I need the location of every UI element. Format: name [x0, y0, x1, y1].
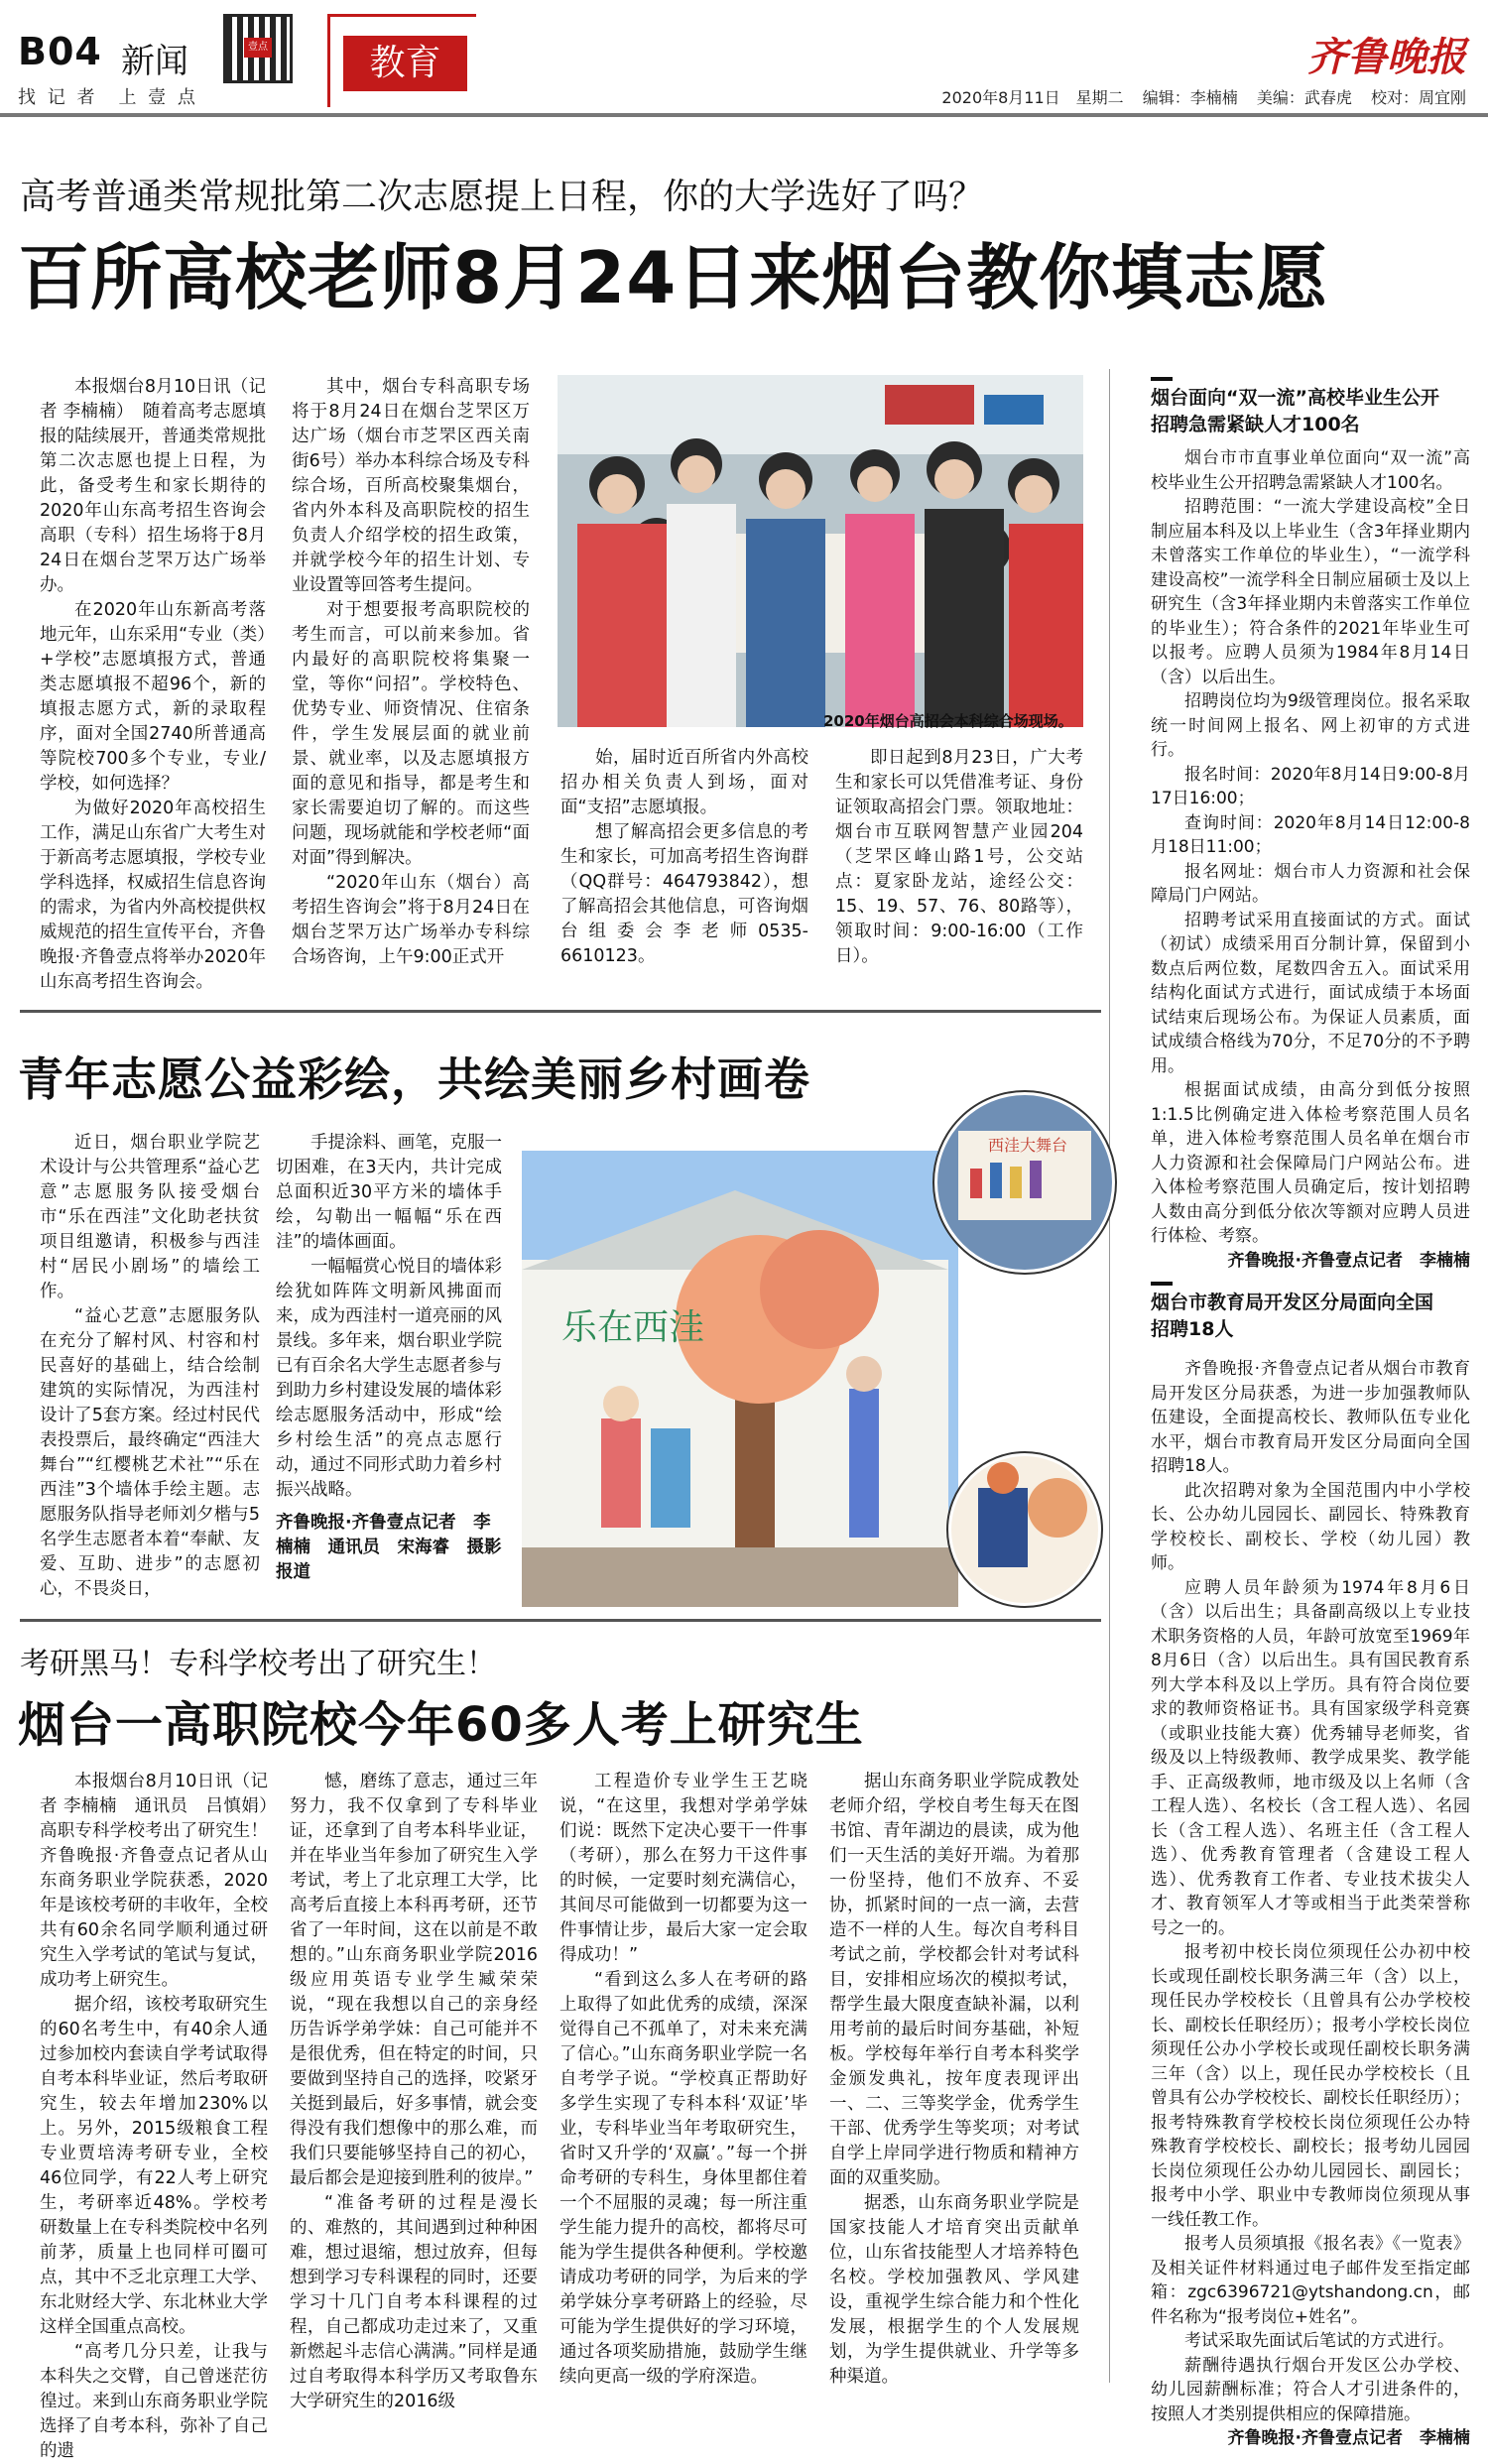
paragraph: 烟台市市直事业单位面向“双一流”高校毕业生公开招聘急需紧缺人才100名。: [1151, 448, 1470, 493]
mural-inset-text: 西洼大舞台: [988, 1136, 1068, 1155]
paragraph: 根据面试成绩，由高分到低分按照1:1.5比例确定进入体检考察范围人员名单，进入体检考察范围人员名单在烟台市人力资源和社会保障局门户网站公布。进入体检考察范围人员确定后，按计划招聘人数由高分到低分依次等额对应聘人员进行体检、考察。: [1151, 1080, 1470, 1246]
article2-col2: [276, 1131, 502, 1585]
editor: 编辑：李楠楠: [1142, 88, 1238, 107]
byline: 齐鲁晚报·齐鲁壹点记者 李楠楠: [1227, 1250, 1470, 1271]
mural-wall-text: 乐在西洼: [561, 1307, 705, 1348]
newspaper-logo: 齐鲁晚报: [1307, 34, 1466, 80]
paragraph: 薪酬待遇执行烟台开发区公办学校、幼儿园薪酬标准；符合人才引进条件的，按照人才类别提供相应的保障措施。: [1151, 2355, 1470, 2424]
qr-badge: 壹点: [244, 38, 272, 58]
art-editor: 美编：武春虎: [1256, 88, 1352, 107]
article1-col1: [40, 375, 266, 995]
paragraph: 即日起到8月23日，广大考生和家长可以凭借准考证、身份证领取高招会门票。领取地址：烟台市互联网智慧产业园204（芝罘区峰山路1号，公交站点：夏家卧龙站，途经公交：15、19、57、76、80路等），领取时间：9:00-16:00（工作日）。: [835, 748, 1083, 966]
paragraph: 报考初中校长岗位须现任公办初中校长或现任副校长职务满三年（含）以上，现任民办学校校长（且曾具有公办学校校长、副校长任职经历）；报考小学校长岗位须现任公办小学校长或现任副校长职务满三年（含）以上，现任民办学校校长（且曾具有公办学校校长、副校长任职经历）；报考特殊教育学校校长岗位须现任公办特殊教育学校校长、副校长；报考幼儿园园长岗位须现任公办幼儿园园长、副园长；报考中小学、职业中专教师岗位须现从事一线任教工作。: [1151, 1942, 1470, 2230]
sidebar-body-1: [1151, 446, 1470, 1273]
byline: 齐鲁晚报·齐鲁壹点记者 李楠楠: [1227, 2428, 1470, 2448]
paragraph: 本报烟台8月10日讯（记者 李楠楠） 随着高考志愿填报的陆续展开，普通类常规批第二次志愿也提上日程，为此，备受考生和家长期待的2020年山东高考招生咨询会高职（专科）招生场将于8月24日在烟台芝罘万达广场举办。: [40, 377, 266, 595]
paragraph: “准备考研的过程是漫长的、难熬的，其间遇到过种种困难，想过退缩，想过放弃，但每想到学习专科课程的同时，还要学习十几门自考本科课程的过程，自己都成功走过来了，又重新燃起斗志信心满满。”同样是通过自考取得本科学历又考取鲁东大学研究生的2016级: [290, 2193, 538, 2411]
paragraph: 报名时间：2020年8月14日9:00-8月17日16:00；: [1151, 764, 1470, 808]
paragraph: “2020年山东（烟台）高考招生咨询会”将于8月24日在烟台芝罘万达广场举办专科综合场咨询，上午9:00正式开: [292, 873, 530, 967]
mural-illustration: [522, 1091, 1107, 1607]
paragraph: 应聘人员年龄须为1974年8月6日（含）以后出生；具备副高级以上专业技术职务资格的人员，年龄可放宽至1969年8月6日（含）以后出生。具有国民教育系列大学本科及以上学历。具有符合岗位要求的教师资格证书。具有国家级学科竞赛（或职业技能大赛）优秀辅导老师奖，省级及以上特级教师、教学成果奖、教学能手、正高级教师，地市级及以上名师（含工程人选）、名校长（含工程人选）、名园长（含工程人选）、名班主任（含工程人选）、优秀教育管理者（含建设工程人选）、优秀教育工作者、专业技术拔尖人才、教育领军人才等或相当于此类荣誉称号之一的。: [1151, 1577, 1470, 1938]
paragraph: 本报烟台8月10日讯（记者 李楠楠 通讯员 吕慎娟） 高职专科学校考出了研究生！齐鲁晚报·齐鲁壹点记者从山东商务职业学院获悉，2020年是该校考研的丰收年，全校共有60余名同学顺利通过研究生入学考试的笔试与复试，成功考上研究生。: [40, 1772, 286, 1990]
sidebar-headline-2: 烟台市教育局开发区分局面向全国招聘18人: [1151, 1282, 1448, 1343]
paragraph: “看到这么多人在考研的路上取得了如此优秀的成绩，深深觉得自己不孤单了，对未来充满了信心。”山东商务职业学院一名自考学子说。“学校真正帮助好多学生实现了专科本科‘双证’毕业，专科毕业当年考取研究生，省时又升学的‘双赢’。”每一个拼命考研的专科生，身体里都住着一个不屈服的灵魂；每一所注重学生能力提升的高校，都将尽可能为学生提供各种便利。学校邀请成功考研的同学，为后来的学弟学妹分享考研路上的经验，尽可能为学生提供好的学习环境，通过各项奖励措施，鼓励学生继续向更高一级的学府深造。: [559, 1970, 807, 2387]
issue-date: 2020年8月11日 星期二: [941, 88, 1124, 107]
sidebar-divider: [1109, 369, 1110, 2383]
paragraph: 一幅幅赏心悦目的墙体彩绘犹如阵阵文明新风拂面而来，成为西洼村一道亮丽的风景线。多年来，烟台职业学院已有百余名大学生志愿者参与到助力乡村建设发展的墙体彩绘志愿服务活动中，形成“绘乡村绘生活”的亮点志愿行动，通过不同形式助力着乡村振兴战略。: [276, 1257, 502, 1500]
header-rule: [0, 113, 1488, 117]
article3-col1: [40, 1770, 286, 2464]
paragraph: 招聘考试采用直接面试的方式。面试（初试）成绩采用百分制计算，保留到小数点后两位数，尾数四舍五入。面试采用结构化面试方式进行，面试成绩于本场面试结束后现场公布。为保证人员素质，面试成绩合格线为70分，不足70分的不予聘用。: [1151, 910, 1470, 1076]
article1-col4: [835, 746, 1083, 969]
article1-kicker: 高考普通类常规批第二次志愿提上日程，你的大学选好了吗？: [20, 177, 985, 217]
paragraph: 始，届时近百所省内外高校招办相关负责人到场，面对面“支招”志愿填报。: [560, 748, 808, 817]
header-meta: [928, 85, 1466, 108]
header-slogan: 找 记 者 上 壹 点: [18, 87, 198, 108]
section-tag: 教育: [343, 36, 467, 91]
paragraph: 考试采取先面试后笔试的方式进行。: [1184, 2331, 1454, 2351]
article3-col2: [290, 1770, 538, 2414]
article3-col3: [559, 1770, 807, 2390]
article1-headline: 百所高校老师8月24日来烟台教你填志愿: [18, 236, 1329, 319]
paragraph: 据悉，山东商务职业学院是国家技能人才培育突出贡献单位，山东省技能型人才培养特色名校。学校加强教风、学风建设，重视学生综合能力和个性化发展，根据学生的个人发展规划，为学生提供就业、升学等多种渠道。: [829, 2193, 1079, 2387]
article3-col4: [829, 1770, 1079, 2390]
sidebar-headline-1: 烟台面向“双一流”高校毕业生公开招聘急需紧缺人才100名: [1151, 377, 1448, 438]
paragraph: 招聘岗位均为9级管理岗位。报名采取统一时间网上报名、网上初审的方式进行。: [1151, 691, 1470, 760]
sidebar-body-2: [1151, 1357, 1470, 2451]
expo-crowd-illustration: [558, 375, 1083, 727]
paragraph: 为做好2020年高校招生工作，满足山东省广大考生对于新高考志愿填报，学校专业学科选择，权威招生信息咨询的需求，为省内外高校提供权威规范的招生宣传平台，齐鲁晚报·齐鲁壹点将举办2020年山东高考招生咨询会。: [40, 799, 266, 992]
proofreader: 校对：周宜刚: [1370, 88, 1466, 107]
paragraph: 据介绍，该校考取研究生的60名考生中，有40余人通过参加校内套读自学考试取得自考本科毕业证，然后考取研究生，较去年增加230%以上。另外，2015级粮食工程专业贾培涛考研专业，全校46位同学，有22人考上研究生，考研率近48%。学校考研数量上在专科类院校中名列前茅，质量上也同样可圈可点，其中不乏北京理工大学、东北财经大学、东北林业大学这样全国重点高校。: [40, 1995, 268, 2337]
paragraph: 查询时间：2020年8月14日12:00-8月18日11:00；: [1151, 812, 1470, 857]
article2-headline: 青年志愿公益彩绘，共绘美丽乡村画卷: [18, 1052, 810, 1106]
paragraph: 此次招聘对象为全国范围内中小学校长、公办幼儿园园长、副园长、特殊教育学校校长、副校长、学校（幼儿园）教师。: [1151, 1480, 1470, 1573]
paragraph: 工程造价专业学生王艺晓说，“在这里，我想对学弟学妹们说：既然下定决心要干一件事（考研），那么在努力干这件事的时候，一定要时刻充满信心，其间尽可能做到一切都要为这一件事情让步，最后大家一定会取得成功！”: [559, 1772, 807, 1965]
paragraph: 报考人员须填报《报名表》《一览表》及相关证件材料通过电子邮件发至指定邮箱：zgc6396721@ytshandong.cn，邮件名称为“报考岗位+姓名”。: [1151, 2234, 1470, 2327]
paragraph: 据山东商务职业学院成教处老师介绍，学校自考生每天在图书馆、青年湖边的晨读，成为他们一天生活的美好开端。为着那一份坚持，他们不放弃、不妥协，抓紧时间的一点一滴，去营造不一样的人生。每次自考科目考试之前，学校都会针对考试科目，安排相应场次的模拟考试，帮学生最大限度查缺补漏，以利用考前的最后时间夯基础，补短板。学校每年举行自考本科奖学金颁发典礼，按年度表现评出一、二、三等奖学金，优秀学生干部、优秀学生等奖项；对考试自学上岸同学进行物质和精神方面的双重奖励。: [829, 1772, 1079, 2188]
page-header: [0, 0, 1488, 117]
byline: 齐鲁晚报·齐鲁壹点记者 李楠楠 通讯员 宋海睿 摄影报道: [276, 1513, 502, 1582]
paragraph: 报名网址：烟台市人力资源和社会保障局门户网站。: [1151, 861, 1470, 906]
article1-col3: [560, 746, 808, 969]
photo-caption: 2020年烟台高招会本科综合场现场。: [823, 712, 1073, 730]
paragraph: 想了解高招会更多信息的考生和家长，可加高考招生咨询群（QQ群号：464793842），想了解高招会其他信息，可咨询烟台组委会李老师0535-6610123。: [560, 822, 808, 966]
paragraph: 其中，烟台专科高职专场将于8月24日在烟台芝罘区万达广场（烟台市芝罘区西关南街6号）举办本科综合场及专科综合场，百所高校聚集烟台，省内外本科及高职院校的招生负责人介绍学校的招生政策，并就学校今年的招生计划、专业设置等回答考生提问。: [292, 377, 530, 595]
paragraph: 招聘范围：“一流大学建设高校”全日制应届本科及以上毕业生（含3年择业期内未曾落实工作单位的毕业生），“一流学科建设高校”一流学科全日制应届硕士及以上研究生（含3年择业期内未曾落实工作单位的毕业生）；符合条件的2021年毕业生可以报考。应聘人员须为1984年8月14日（含）以后出生。: [1151, 497, 1470, 687]
paragraph: 齐鲁晚报·齐鲁壹点记者从烟台市教育局开发区分局获悉，为进一步加强教师队伍建设，全面提高校长、教师队伍专业化水平，烟台市教育局开发区分局面向全国招聘18人。: [1151, 1359, 1470, 1476]
paragraph: 近日，烟台职业学院艺术设计与公共管理系“益心艺意”志愿服务队接受烟台市“乐在西洼”文化助老扶贫项目组邀请，积极参与西洼村“居民小剧场”的墙绘工作。: [40, 1133, 260, 1301]
paragraph: 手提涂料、画笔，克服一切困难，在3天内，共计完成总面积近30平方米的墙体手绘，勾勒出一幅幅“乐在西洼”的墙体画面。: [276, 1133, 502, 1252]
article1-col2: [292, 375, 530, 970]
section-divider: [20, 1010, 1101, 1013]
paragraph: 在2020年山东新高考落地元年，山东采用“专业（类）+学校”志愿填报方式，普通类志愿填报不超96个，新的填报志愿方式，新的录取程序，面对全国2740所普通高等院校700多个专业，专业/学校，如何选择？: [40, 600, 266, 794]
paragraph: 对于想要报考高职院校的考生而言，可以前来参加。省内最好的高职院校将集聚一堂，等你“问招”。学校特色、优势专业、师资情况、住宿条件，学生发展层面的就业前景、就业率，以及志愿填报方面的意见和指导，都是考生和家长需要迫切了解的。而这些问题，现场就能和学校老师“面对面”得到解决。: [292, 600, 530, 868]
paragraph: “益心艺意”志愿服务队在充分了解村风、村容和村民喜好的基础上，结合绘制建筑的实际情况，为西洼村设计了5套方案。经过村民代表投票后，最终确定“西洼大舞台”“红樱桃艺术社”“乐在西洼”3个墙体手绘主题。志愿服务队指导老师刘夕楷与5名学生志愿者本着“奉献、友爱、互助、进步”的志愿初心，不畏炎日，: [40, 1306, 260, 1599]
article2-col1: [40, 1131, 260, 1602]
section-name: 新闻: [121, 42, 188, 81]
expo-photo: [558, 375, 1083, 727]
article3-kicker: 考研黑马！专科学校考出了研究生！: [20, 1647, 496, 1681]
paragraph: “高考几分只差，让我与本科失之交臂，自己曾迷茫彷徨过。来到山东商务职业学院选择了自考本科，弥补了自己的遗: [40, 2342, 268, 2461]
page-number: B04: [18, 30, 102, 73]
article3-headline: 烟台一高职院校今年60多人考上研究生: [18, 1697, 864, 1753]
section-divider: [20, 1619, 1101, 1622]
paragraph: 憾，磨练了意志，通过三年努力，我不仅拿到了专科毕业证，还拿到了自考本科毕业证，并在毕业当年参加了研究生入学考试，考上了北京理工大学，比高考后直接上本科再考研，还节省了一年时间，这在以前是不敢想的。”山东商务职业学院2016级应用英语专业学生臧荣荣说，“现在我想以自己的亲身经历告诉学弟学妹：自己可能并不是很优秀，但在特定的时间，只要做到坚持自己的选择，咬紧牙关挺到最后，好多事情，就会变得没有我们想像中的那么难，而我们只要能够坚持自己的初心，最后都会是迎接到胜利的彼岸。”: [290, 1772, 538, 2188]
mural-photo-group: [522, 1091, 1107, 1607]
